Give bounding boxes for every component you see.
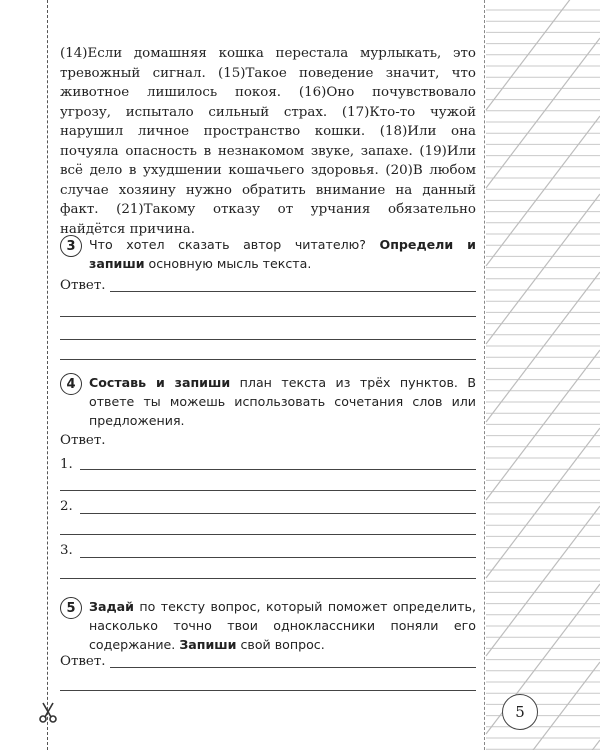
strip-slant [486,116,600,266]
plan-item-1-line[interactable] [80,469,476,470]
task-3-answer-label: Ответ. [60,278,106,293]
task-4-instruction: Составь и запиши план текста из трёх пунктов. В ответе ты можешь использовать сочетания слов или предложения. [89,375,477,428]
task-number-badge: 5 [60,597,82,619]
plan-item-3-label: 3. [60,543,73,558]
task-3-answer-line-1[interactable] [110,291,476,292]
strip-slant [486,38,600,188]
strip-slant [486,194,600,344]
task-4-answer-label: Ответ. [60,433,106,448]
plan-item-3-line[interactable] [80,557,476,558]
page-number: 5 [502,694,538,730]
plan-item-2-line-2[interactable] [60,534,476,535]
task-3-answer-line-2[interactable] [60,316,476,317]
task-5-instruction: Задай по тексту вопрос, который поможет определить, насколько точно твои одноклассники поняли его содержание. Запиши свой вопрос. [89,599,476,652]
task-5-answer-line-2[interactable] [60,690,476,691]
cut-line [47,0,48,750]
task-5 [60,597,476,654]
task-3-answer-line-3[interactable] [60,339,476,340]
task-number-badge: 3 [60,235,82,257]
task-3-instruction: Что хотел сказать автор читателю? Определи и запиши основную мысль текста. [89,237,476,271]
plan-item-1-line-2[interactable] [60,490,476,491]
strip-slant [486,272,600,422]
writing-strip [484,0,600,750]
passage-text: (14)Если домашняя кошка перестала мурлыкать, это тревожный сигнал. (15)Такое поведение значит, что животное лишилось покоя. (16)Оно почувствовало угрозу, испытало сильный страх. (17)Кто-то чужой нарушил личное пространство кошки. (18)Или она почуяла опасность в незнакомом звуке, запахе. (19)Или всё дело в ухудшении кошачьего здоровья. (20)В любом случае хозяину нужно обратить внимание на данный факт. (21)Такому отказу от урчания обязательно найдётся причина. [60,46,476,237]
task-5-answer-line-1[interactable] [110,667,476,668]
plan-item-2-label: 2. [60,499,73,514]
task-3 [60,235,476,273]
plan-item-1-label: 1. [60,457,73,472]
task-3-answer-line-4[interactable] [60,359,476,360]
strip-slant [486,350,600,500]
task-5-answer-label: Ответ. [60,654,106,669]
scissors-icon [36,700,60,724]
strip-slant [486,740,600,750]
task-4 [60,373,476,430]
plan-item-2-line[interactable] [80,513,476,514]
task-number-badge: 4 [60,373,82,395]
plan-item-3-line-2[interactable] [60,578,476,579]
